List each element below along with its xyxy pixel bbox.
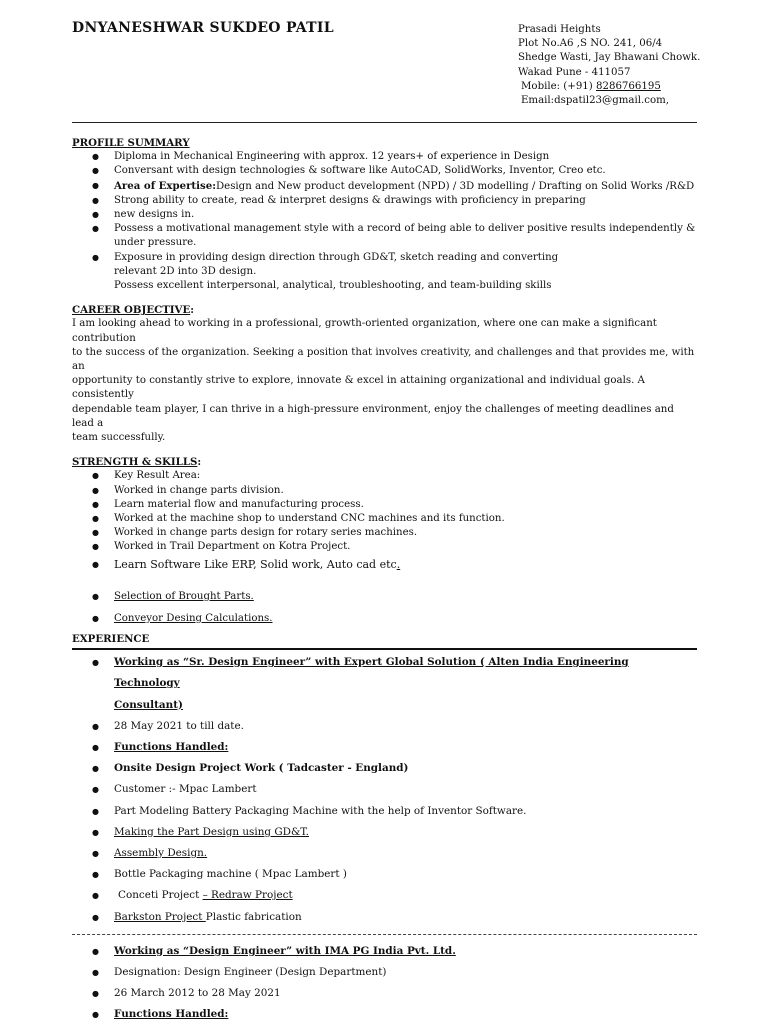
career-objective-text: I am looking ahead to working in a professional, growth-oriented organization, where one can make a significant contribution to the success of the organization. Seeking a position that involves creativity, and challenges and that provides me, with an opportunity to constantly strive to explore, innovate & excel in attaining organizational and individual goals. A consistently dependable team player, I can thrive in a high-pressure environment, enjoy the challenges of meeting deadlines and lead a team successfully. (72, 318, 695, 444)
job2-designation: ● Designation: Design Engineer (Design Department) (72, 962, 697, 983)
list-item: ● Conveyor Desing Calculations. (72, 608, 697, 630)
list-item: ● Area of Expertise:Design and New product development (NPD) / 3D modelling / Drafting on Solid Works /R&D (72, 179, 697, 194)
list-item: ● Key Result Area: (72, 469, 697, 483)
list-item: ● Learn material flow and manufacturing process. (72, 498, 697, 512)
job2-date: ● 26 March 2012 to 28 May 2021 (72, 983, 697, 1004)
job1-date: ● 28 May 2021 to till date. (72, 716, 697, 737)
strength-skills-list (72, 469, 697, 554)
list-item: ● Exposure in providing design direction through GD&T, sketch reading and converting (72, 251, 697, 265)
experience-heading: EXPERIENCE (72, 632, 150, 645)
job1-functions: ● Functions Handled: (72, 737, 697, 758)
candidate-name: DNYANESHWAR SUKDEO PATIL (72, 20, 334, 36)
job1-title-cont: Consultant) (114, 698, 183, 711)
list-item: ● Diploma in Mechanical Engineering with approx. 12 years+ of experience in Design (72, 150, 697, 164)
mobile-label: Mobile: (+91) (521, 80, 596, 92)
list-item: ● Worked at the machine shop to understand CNC machines and its function. (72, 512, 697, 526)
job2-title: ● Working as “Design Engineer” with IMA PG India Pvt. Ltd. (72, 941, 697, 962)
profile-summary-heading: PROFILE SUMMARY (72, 137, 190, 149)
profile-summary-list (72, 150, 697, 293)
list-item: ● Worked in Trail Department on Kotra Project. (72, 540, 697, 554)
strength-extra-list (72, 586, 697, 630)
address-line: Plot No.A6 ,S NO. 241, 06/4 (518, 38, 663, 50)
job2-functions: ● Functions Handled: (72, 1004, 697, 1025)
header-divider (72, 122, 697, 123)
list-item-continuation: under pressure. (114, 237, 197, 249)
list-item: ● Worked in change parts division. (72, 484, 697, 498)
list-item: ● Worked in change parts design for rotary series machines. (72, 526, 697, 540)
software-list (72, 558, 697, 572)
address-line: Wakad Pune - 411057 (518, 66, 631, 78)
address-line: Shedge Wasti, Jay Bhawani Chowk. (518, 52, 701, 64)
expertise-label: Area of Expertise: (114, 179, 216, 192)
list-item-continuation: relevant 2D into 3D design. (114, 265, 257, 277)
job-separator (72, 934, 697, 935)
job1-bottle: ● Bottle Packaging machine ( Mpac Lambert ) (72, 864, 697, 885)
resume-body (72, 136, 697, 1026)
job1-title: ● Working as “Sr. Design Engineer” with Expert Global Solution ( Alten India Engineering Technology (72, 652, 697, 694)
job1-making: ● Making the Part Design using GD&T. (72, 822, 697, 843)
job1-onsite: ● Onsite Design Project Work ( Tadcaster - England) (72, 758, 697, 779)
email-line[interactable]: Email:dspatil23@gmail.com, (521, 95, 669, 107)
job1-assembly: ● Assembly Design. (72, 843, 697, 864)
job1-customer: ● Customer :- Mpac Lambert (72, 779, 697, 800)
job1-barkston: ● Barkston Project Plastic fabrication (72, 907, 697, 928)
mobile-number-link[interactable]: 8286766195 (596, 80, 661, 92)
list-item: ● Strong ability to create, read & interpret designs & drawings with proficiency in preparing (72, 194, 697, 208)
list-item: ● Learn Software Like ERP, Solid work, Auto cad etc. (72, 558, 697, 572)
job2-list (72, 941, 697, 1026)
career-objective-heading: CAREER OBJECTIVE: (72, 304, 194, 317)
job1-list (72, 652, 697, 928)
mobile-line (518, 80, 700, 94)
contact-block (518, 23, 700, 108)
job1-conceti: ● Conceti Project – Redraw Project (72, 885, 697, 906)
list-item: ● Conversant with design technologies & software like AutoCAD, SolidWorks, Inventor, Creo etc. (72, 164, 697, 178)
strength-skills-heading: STRENGTH & SKILLS: (72, 456, 202, 469)
experience-divider (72, 648, 697, 650)
list-item: ● new designs in. (72, 208, 697, 222)
list-item: ● Selection of Brought Parts. (72, 586, 697, 608)
list-item: ● Possess a motivational management style with a record of being able to deliver positive results independently & (72, 222, 697, 236)
list-item-continuation: Possess excellent interpersonal, analytical, troubleshooting, and team-building skills (114, 280, 552, 292)
address-line: Prasadi Heights (518, 24, 601, 35)
job1-part-modeling: ● Part Modeling Battery Packaging Machine with the help of Inventor Software. (72, 801, 697, 822)
